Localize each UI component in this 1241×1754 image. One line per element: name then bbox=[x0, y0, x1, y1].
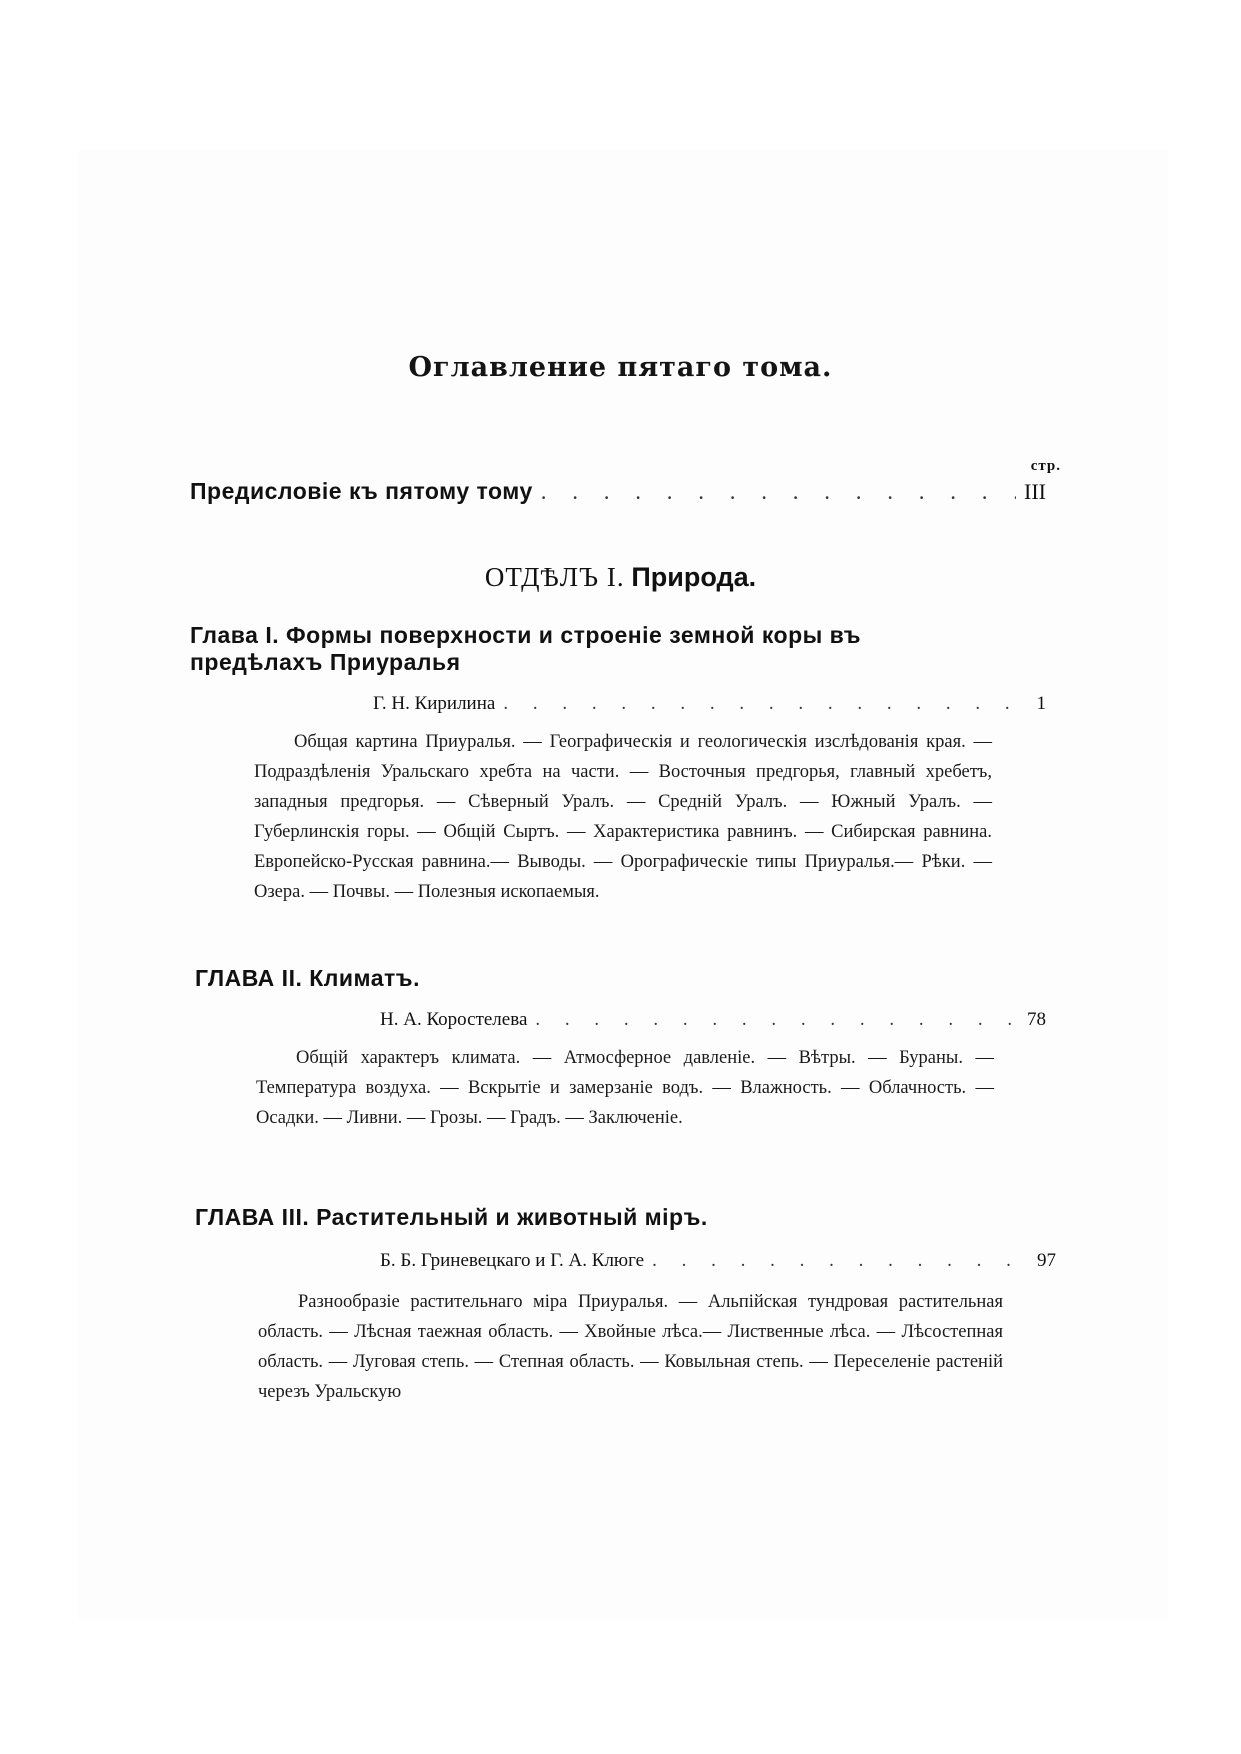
chapter-3-heading[interactable] bbox=[195, 1204, 708, 1231]
chapter-3-title: Растительный и животный міръ. bbox=[316, 1204, 708, 1230]
chapter-1-author-entry[interactable] bbox=[373, 693, 1046, 715]
chapter-3-page: 97 bbox=[1037, 1250, 1056, 1271]
chapter-2-summary-text: Общій характеръ климата. — Атмосферное давленіе. — Вѣтры. — Бураны. — Температура воздуха. — Вскрытіе и замерзаніе водъ. — Влажность. — Облачность. — Осадки. — Ливни. — Грозы. — Градъ. — Заключеніе. bbox=[256, 1048, 994, 1128]
leader-dots bbox=[541, 479, 1016, 505]
page-title: Оглавление пятаго тома. bbox=[408, 352, 833, 383]
chapter-2-summary bbox=[256, 1043, 994, 1133]
leader-dots bbox=[652, 1250, 1029, 1272]
page-column-label: стр. bbox=[1030, 458, 1061, 474]
leader-dots bbox=[535, 1009, 1019, 1031]
leader-dots bbox=[503, 693, 1028, 715]
chapter-1-summary-text: Общая картина Приуралья. — Географическія и геологическія изслѣдованія края. — Подраздѣленія Уральскаго хребта на части. — Восточныя предгорья, главный хребетъ, западныя предгорья. — Сѣверный Уралъ. — Средній Уралъ. — Южный Уралъ. — Губерлинскія горы. — Общій Сыртъ. — Характеристика равнинъ. — Сибирская равнина. Европейско-Русская равнина.— Выводы. — Орографическіе типы Приуралья.— Рѣки. — Озера. — Почвы. — Полезныя ископаемыя. bbox=[254, 732, 992, 902]
chapter-1-author: Г. Н. Кирилина bbox=[373, 693, 496, 714]
chapter-1-heading[interactable] bbox=[190, 622, 1000, 676]
chapter-1-page: 1 bbox=[1036, 693, 1046, 714]
chapter-2-page: 78 bbox=[1027, 1009, 1046, 1030]
toc-entry-preface[interactable] bbox=[190, 478, 1046, 505]
chapter-1-summary bbox=[254, 727, 992, 907]
chapter-3-author: Б. Б. Гриневецкаго и Г. А. Клюге bbox=[380, 1250, 645, 1271]
chapter-3-summary bbox=[258, 1287, 1003, 1407]
chapter-1-number: Глава I. bbox=[190, 622, 280, 648]
chapter-3-author-entry[interactable] bbox=[380, 1250, 1056, 1272]
chapter-3-number: ГЛАВА III. bbox=[195, 1204, 310, 1230]
chapter-2-number: ГЛАВА II. bbox=[195, 965, 303, 991]
preface-page: III bbox=[1024, 479, 1046, 504]
section-heading bbox=[0, 562, 1241, 593]
chapter-2-author-entry[interactable] bbox=[380, 1009, 1046, 1031]
chapter-3-summary-text: Разнообразіе растительнаго міра Приуралья. — Альпійская тундровая растительная область. — Лѣсная таежная область. — Хвойные лѣса.— Лиственные лѣса. — Лѣсостепная область. — Луговая степь. — Степная область. — Ковыльная степь. — Переселеніе растеній черезъ Уральскую bbox=[258, 1292, 1003, 1402]
preface-label: Предисловіе къ пятому тому bbox=[190, 478, 533, 504]
chapter-1-title: Формы поверхности и строеніе земной коры въ предѣлахъ Приуралья bbox=[190, 622, 862, 675]
section-name: Природа. bbox=[631, 562, 757, 592]
chapter-2-heading[interactable] bbox=[195, 965, 420, 992]
chapter-2-title: Климатъ. bbox=[309, 965, 420, 991]
section-label: ОТДѢЛЪ I. bbox=[484, 562, 625, 592]
chapter-2-author: Н. А. Коростелева bbox=[380, 1009, 528, 1030]
